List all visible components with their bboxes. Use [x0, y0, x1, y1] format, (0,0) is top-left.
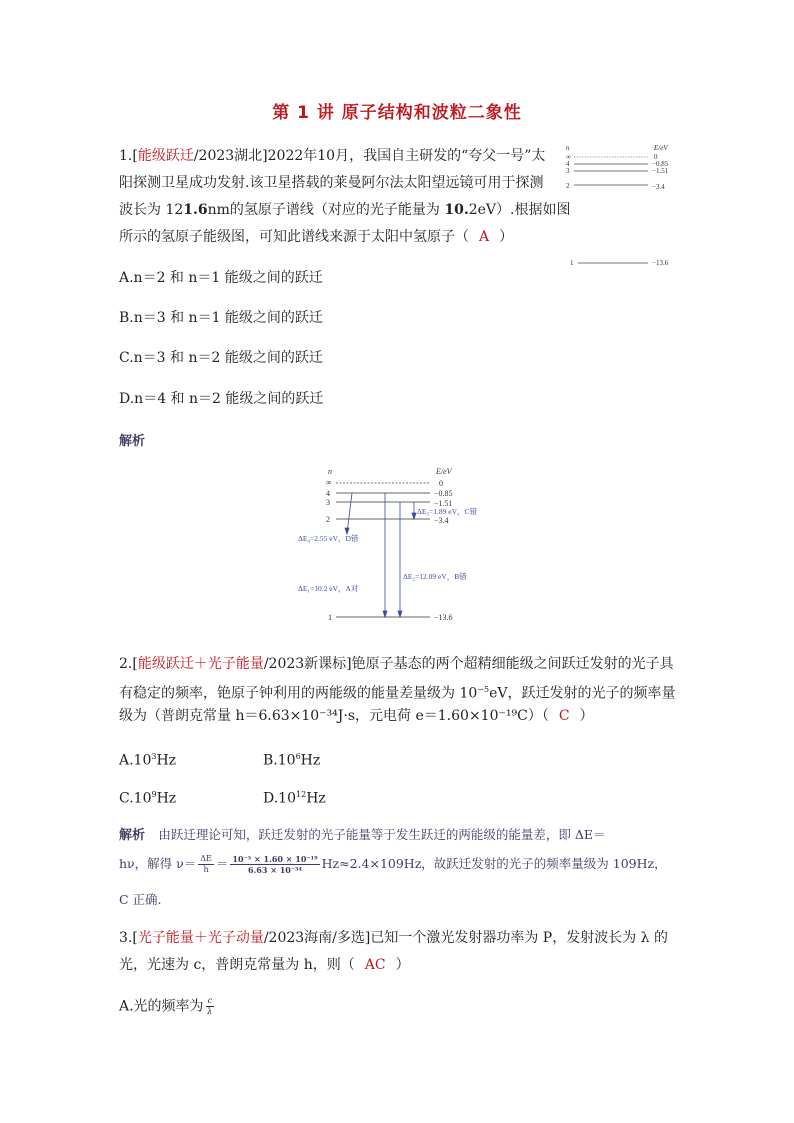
q1-line2: 阳探测卫星成功发射.该卫星搭载的莱曼阿尔法太阳望远镜可用于探测 [119, 175, 544, 191]
q2-opt-c-pre: C.10 [119, 790, 152, 807]
q1-line3 [119, 200, 571, 220]
q2-line2-sup: −5 [477, 685, 490, 694]
q2-opt-a-post: Hz [156, 752, 177, 769]
label-delta-e4: ΔE₄=2.55 eV，D错 [298, 534, 359, 543]
sol-level-inf-n: ∞ [326, 478, 332, 487]
q1-line3b: 1.6 [183, 202, 208, 218]
q2-option-b [263, 747, 320, 771]
level-1-n: 1 [570, 259, 574, 267]
q2-sol1: 由跃迁理论可知，跃迁发射的光子能量等于发生跃迁的两能级的能量差，即 ΔE＝ [158, 827, 606, 842]
q1-energy-diagram [562, 142, 682, 272]
q2-number: 2.[ [119, 656, 138, 672]
q1-line1 [119, 146, 545, 166]
q2-opt-a-pre: A.10 [119, 752, 152, 769]
q1-tag: 能级跃迁 [137, 148, 194, 164]
q2-frac2-den: 6.63 × 10⁻³⁴ [247, 865, 303, 875]
q2-source: /2023新课标]铯原子基态的两个超精细能级之间跃迁发射的光子具 [263, 656, 674, 672]
q1-answer: A [479, 229, 490, 245]
q2-close: ） [579, 708, 594, 724]
sol-level-4-n: 4 [326, 489, 330, 498]
arrow-4-to-2 [347, 493, 352, 533]
sol-n-label: n [328, 467, 332, 476]
q3-opt-a-den: λ [207, 1007, 213, 1016]
q3-close: ） [395, 957, 410, 973]
q2-frac2-num: 10⁻⁵ × 1.60 × 10⁻¹⁹ [232, 854, 318, 864]
level-4-n: 4 [566, 160, 570, 168]
q1-number: 1.[ [119, 148, 138, 164]
q3-opt-a-frac [206, 996, 214, 1017]
q2-sol2a: hν，解得 ν＝ [119, 856, 197, 871]
sol-level-4-e: −0.85 [434, 489, 453, 498]
q2-option-a [119, 747, 176, 771]
q1-jiexi-label: 解析 [119, 434, 146, 449]
sol-level-inf-e: 0 [439, 479, 443, 488]
sol-level-2-n: 2 [326, 515, 330, 524]
label-delta-e3: ΔE₃=1.89 eV，C错 [417, 507, 477, 516]
level-2-e: −3.4 [652, 183, 665, 191]
q2-jiexi-label: 解析 [119, 828, 146, 843]
level-inf-e: 0 [654, 153, 658, 161]
q1-source: /2023湖北]2022年10月，我国自主研发的“夸父一号”太 [193, 148, 546, 164]
q2-opt-d-pre: D.10 [263, 790, 296, 807]
level-2 [566, 182, 665, 191]
level-inf [566, 153, 658, 161]
q1-option-b: B.n＝3 和 n＝1 能级之间的跃迁 [119, 310, 323, 326]
q1-line3c: nm的氢原子谱线（对应的光子能量为 [207, 202, 445, 218]
q2-solution-line2 [119, 854, 667, 875]
q1-line4 [119, 227, 513, 247]
q3-line1 [119, 928, 668, 948]
q2-opt-c-post: Hz [156, 790, 177, 807]
q2-opt-b-post: Hz [300, 752, 321, 769]
q3-answer: AC [364, 957, 386, 973]
q1-close: ） [499, 229, 514, 245]
q2-opt-c-sup: 9 [151, 790, 157, 799]
q1-stem-end: 所示的氢原子能级图，可知此谱线来源于太阳中氢原子（ [119, 229, 469, 245]
q2-stem-end: 级为（普朗克常量 h＝6.63×10⁻³⁴J·s，元电荷 e＝1.60×10⁻¹⁹C）（ [119, 708, 549, 724]
q3-stem-end: 光，光速为 c，普朗克常量为 h，则（ [119, 957, 355, 973]
level-1 [570, 259, 669, 267]
sol-level-2-e: −3.4 [434, 516, 449, 525]
sol-level-1-n: 1 [328, 613, 332, 622]
q2-line3 [119, 706, 594, 726]
q2-opt-b-pre: B.10 [263, 752, 296, 769]
diag-n-label: n [566, 144, 570, 152]
diag-e-label: E/eV [654, 144, 668, 152]
sol-e-label: E/eV [436, 467, 452, 476]
level-1-e: −13.6 [652, 259, 669, 267]
q2-frac2 [230, 854, 319, 875]
q2-line2b: eV，跃迁发射的光子的频率量 [489, 685, 676, 702]
q2-line2 [119, 680, 675, 704]
q2-opt-d-post: Hz [306, 790, 326, 807]
q2-line1 [119, 654, 674, 674]
arrowhead-2-to-1 [383, 611, 387, 617]
q1-line3d: 10. [444, 202, 469, 218]
level-4-e: −0.85 [652, 160, 669, 168]
q1-option-a: A.n＝2 和 n＝1 能级之间的跃迁 [119, 270, 323, 286]
q1-option-d: D.n＝4 和 n＝2 能级之间的跃迁 [119, 391, 324, 407]
q1-option-c: C.n＝3 和 n＝2 能级之间的跃迁 [119, 350, 323, 366]
q1-line3e: 2eV）.根据如图 [468, 202, 571, 218]
q2-opt-a-sup: 3 [151, 752, 157, 761]
q3-line2 [119, 955, 410, 975]
q2-option-d [263, 785, 326, 809]
q3-tag: 光子能量＋光子动量 [137, 930, 264, 946]
q3-opt-a-pre: A.光的频率为 [119, 998, 204, 1015]
q2-tag: 能级跃迁＋光子能量 [137, 656, 264, 672]
q3-source: /2023海南/多选]已知一个激光发射器功率为 P，发射波长为 λ 的 [263, 930, 668, 946]
q2-sol2b: Hz≈2.4×109Hz，故跃迁发射的光子的频率量级为 109Hz， [321, 856, 667, 871]
q2-opt-b-sup: 6 [295, 752, 301, 761]
page-title: 第 1 讲 原子结构和波粒二象性 [272, 103, 522, 123]
q2-option-c [119, 785, 176, 809]
q1-solution-diagram [292, 464, 512, 624]
q2-frac1-num: ΔE [200, 854, 212, 863]
sol-level-1-e: −13.6 [434, 613, 453, 622]
level-3 [566, 167, 669, 175]
label-delta-e2: ΔE₂=12.09 eV，B错 [403, 572, 467, 581]
q1-line3a: 波长为 12 [119, 202, 184, 218]
q3-option-a [119, 996, 216, 1017]
label-delta-e1: ΔE₁=10.2 eV，A对 [298, 584, 359, 593]
q2-eq: ＝ [215, 856, 229, 871]
level-3-e: −1.51 [652, 167, 669, 175]
arrowhead-3-to-1 [398, 611, 402, 617]
arrowhead-3-to-2 [412, 513, 416, 519]
q2-frac1 [198, 854, 214, 875]
q3-opt-a-num: c [207, 996, 213, 1005]
sol-level-3-e: −1.51 [434, 499, 453, 508]
level-3-n: 3 [566, 167, 570, 175]
q3-number: 3.[ [119, 930, 138, 946]
q2-solution-line3: C 正确. [119, 892, 162, 907]
q2-solution-line1 [119, 825, 606, 846]
level-2-n: 2 [566, 182, 570, 190]
sol-level-3-n: 3 [326, 498, 330, 507]
q2-opt-d-sup: 12 [296, 790, 307, 799]
q2-frac1-den: h [203, 865, 209, 874]
q2-line2a: 有稳定的频率，铯原子钟利用的两能级的能量差量级为 10 [119, 685, 478, 702]
q2-answer: C [558, 708, 570, 724]
level-inf-n: ∞ [566, 153, 571, 161]
